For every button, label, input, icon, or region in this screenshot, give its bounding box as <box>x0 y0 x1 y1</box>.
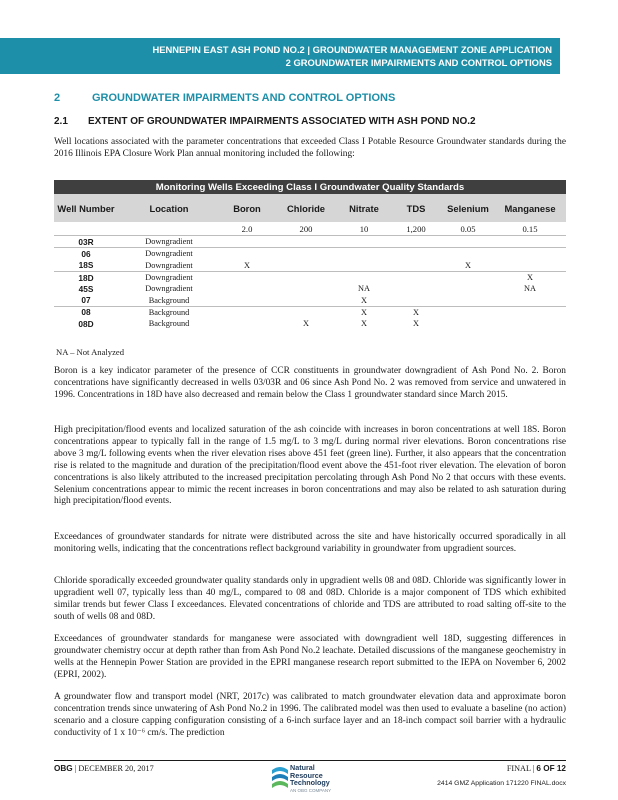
cell-boron <box>220 248 274 260</box>
col-header-nitrate: Nitrate <box>338 194 390 222</box>
col-header-manganese: Manganese <box>494 194 566 222</box>
table-row <box>54 260 566 272</box>
cell-nitrate <box>338 271 390 283</box>
footer-page: 6 OF 12 <box>536 764 566 773</box>
table-row <box>54 318 566 329</box>
footer-company: OBG <box>54 764 73 773</box>
cell-chloride <box>274 294 338 306</box>
cell-nitrate <box>338 260 390 272</box>
cell-manganese <box>494 318 566 329</box>
body-paragraph: Exceedances of groundwater standards for manganese were associated with downgradient well 18D, suggesting differences in groundwater chemistry occur at depth rather than from Ash Pond No.2 leachate. Detailed discussions of the manganese geochemistry in wells at the Hennepin Power Station are provided in the EPRI manganese research report submitted to the IEPA on November 6, 2002 (EPRI, 2002). <box>54 634 566 680</box>
well-number: 08D <box>78 318 94 329</box>
col-header-boron: Boron <box>220 194 274 222</box>
table-note: NA – Not Analyzed <box>56 347 125 357</box>
standard-value: 0.05 <box>460 223 476 234</box>
table-row <box>54 271 566 283</box>
cell-nitrate <box>338 236 390 248</box>
cell-manganese <box>494 236 566 248</box>
header-line-2: 2 GROUNDWATER IMPAIRMENTS AND CONTROL OPTIONS <box>285 57 552 68</box>
logo-wordmark: Natural Resource Technology <box>290 763 330 788</box>
exceedance-table <box>54 180 566 329</box>
body-paragraph: Exceedances of groundwater standards for nitrate were distributed across the site and have historically occurred sporadically in all monitoring wells, indicating that the concentrations reflect background variability in groundwater from upgradient sources. <box>54 532 566 554</box>
footer-doc-name: 2414 GMZ Application 171220 FINAL.docx <box>437 780 566 787</box>
cell-tds <box>390 260 442 272</box>
logo-wave-icon <box>270 764 290 794</box>
cell-selenium <box>442 306 494 318</box>
cell-chloride <box>274 306 338 318</box>
cell-chloride <box>274 283 338 294</box>
cell-manganese: X <box>494 271 566 283</box>
table-title: Monitoring Wells Exceeding Class I Groundwater Quality Standards <box>54 180 566 194</box>
cell-tds: X <box>413 319 419 329</box>
cell-nitrate: NA <box>358 284 370 294</box>
cell-selenium: X <box>465 260 471 270</box>
cell-manganese <box>494 260 566 272</box>
well-location: Background <box>118 306 220 318</box>
footer-left: OBG | DECEMBER 20, 2017 <box>54 764 154 773</box>
well-number: 06 <box>54 248 118 260</box>
logo-subtitle: AN OBG COMPANY <box>290 788 332 793</box>
col-header-selenium: Selenium <box>442 194 494 222</box>
standard-value: 10 <box>359 223 369 234</box>
cell-selenium <box>442 283 494 294</box>
col-header-tds: TDS <box>390 194 442 222</box>
subsection-heading <box>54 116 476 127</box>
standard-value: 2.0 <box>241 223 253 234</box>
well-number: 18S <box>78 260 94 271</box>
footer-right: FINAL | 6 OF 12 <box>506 764 566 773</box>
body-paragraph: Chloride sporadically exceeded groundwater quality standards only in upgradient wells 08 and 08D. Chloride was significantly lower in upgradient well 07, typically less than 40 mg/L, compared to 08 and 08D. Chloride is a major component of TDS which exhibited similar trends but fewer Class I exceedances. Elevated concentrations of chloride and TDS are attributed to road salting off-site to the south of wells 08 and 08D. <box>54 576 566 622</box>
table-row <box>54 283 566 294</box>
section-heading <box>54 92 395 104</box>
header-line-1: HENNEPIN EAST ASH POND NO.2 | GROUNDWATER MANAGEMENT ZONE APPLICATION <box>152 44 552 55</box>
cell-boron: X <box>244 260 250 270</box>
col-header-chloride: Chloride <box>274 194 338 222</box>
table-row <box>54 236 566 248</box>
document-header-banner <box>0 38 560 74</box>
cell-tds <box>390 283 442 294</box>
well-location: Background <box>148 319 190 329</box>
standards-row <box>54 222 566 236</box>
cell-manganese <box>494 248 566 260</box>
cell-tds <box>390 236 442 248</box>
well-number: 07 <box>81 295 91 306</box>
body-paragraph: A groundwater flow and transport model (NRT, 2017c) was calibrated to match groundwater elevation data and approximate boron concentration trends since unwatering of Ash Pond No.2 in 1996. The calibrated model was then used to evaluate a baseline (no action) scenario and a closure capping configuration consisting of a 6-inch surface layer and an 18-inch compact soil barrier with a hydraulic conductivity of 1 x 10⁻⁶ cm/s. The prediction <box>54 692 566 738</box>
cell-boron <box>220 283 274 294</box>
cell-nitrate: X <box>361 319 367 329</box>
subsection-title: EXTENT OF GROUNDWATER IMPAIRMENTS ASSOCIATED WITH ASH POND NO.2 <box>88 116 476 127</box>
body-paragraph: Boron is a key indicator parameter of the presence of CCR constituents in groundwater downgradient of Ash Pond No. 2. Boron concentrations have significantly decreased in wells 03/03R and 06 since Ash Pond No. 2 was removed from service and unwatered in 1996. Concentrations in 18D have also decreased and remain below the Class 1 groundwater standard since March 2015. <box>54 366 566 400</box>
cell-chloride <box>274 248 338 260</box>
well-location: Downgradient <box>145 260 193 270</box>
subsection-number: 2.1 <box>54 116 68 127</box>
cell-boron <box>220 271 274 283</box>
cell-selenium <box>442 248 494 260</box>
cell-boron <box>220 318 274 329</box>
cell-chloride <box>274 236 338 248</box>
cell-tds <box>390 248 442 260</box>
table-row <box>54 294 566 306</box>
cell-manganese <box>494 306 566 318</box>
cell-chloride <box>274 271 338 283</box>
cell-selenium <box>442 271 494 283</box>
cell-boron <box>220 306 274 318</box>
section-title: GROUNDWATER IMPAIRMENTS AND CONTROL OPTIONS <box>92 92 396 104</box>
table-row <box>54 306 566 318</box>
cell-tds <box>390 294 442 306</box>
cell-selenium <box>442 236 494 248</box>
col-header-location: Location <box>118 194 220 222</box>
cell-selenium <box>442 294 494 306</box>
cell-nitrate: X <box>361 295 367 305</box>
cell-manganese <box>494 294 566 306</box>
footer-date: DECEMBER 20, 2017 <box>78 764 154 773</box>
cell-selenium <box>442 318 494 329</box>
footer-divider <box>54 760 566 761</box>
well-location: Downgradient <box>118 271 220 283</box>
cell-boron <box>220 294 274 306</box>
cell-boron <box>220 236 274 248</box>
cell-nitrate <box>338 248 390 260</box>
table-row <box>54 248 566 260</box>
standard-value: 1,200 <box>406 223 426 234</box>
body-paragraph: High precipitation/flood events and localized saturation of the ash coincide with increases in boron concentrations at well 18S. Boron concentrations appear to typically fall in the range of 1.5 mg/L to 3 mg/L during normal river elevations. Boron concentrations rise above 3 mg/L following events when the river elevation rises above 451 feet (green line). Further, it also appears that the concentration rise is related to the magnitude and duration of the precipitation/flood event above the 451-foot river elevation. The elevation of boron concentrations is also likely attributed to the increased precipitation percolating through Ash Pond No 2 that occurs with these events. Selenium concentrations appear to mimic the recent increases in boron concentrations and may also be related to ash saturation during high precipitation/flood events. <box>54 425 566 507</box>
well-number: 18D <box>54 271 118 283</box>
cell-tds <box>390 271 442 283</box>
well-location: Background <box>148 295 190 305</box>
well-number: 45S <box>78 283 94 294</box>
cell-chloride <box>274 260 338 272</box>
intro-paragraph: Well locations associated with the parameter concentrations that exceeded Class I Potable Resource Groundwater standards during the 2016 Illinois EPA Closure Work Plan annual monitoring included the following: <box>54 137 566 159</box>
well-number: 08 <box>54 306 118 318</box>
cell-nitrate: X <box>338 306 390 318</box>
standard-value: 200 <box>299 223 313 234</box>
section-number: 2 <box>54 92 61 104</box>
well-location: Downgradient <box>118 248 220 260</box>
standard-value: 0.15 <box>522 223 538 234</box>
footer-status: FINAL <box>506 764 531 773</box>
company-logo <box>270 764 354 798</box>
well-location: Downgradient <box>145 284 193 294</box>
cell-tds: X <box>390 306 442 318</box>
col-header-well: Well Number <box>54 194 118 222</box>
cell-manganese: NA <box>524 284 536 294</box>
well-location: Downgradient <box>118 236 220 248</box>
cell-chloride: X <box>303 319 309 329</box>
well-number: 03R <box>54 236 118 248</box>
